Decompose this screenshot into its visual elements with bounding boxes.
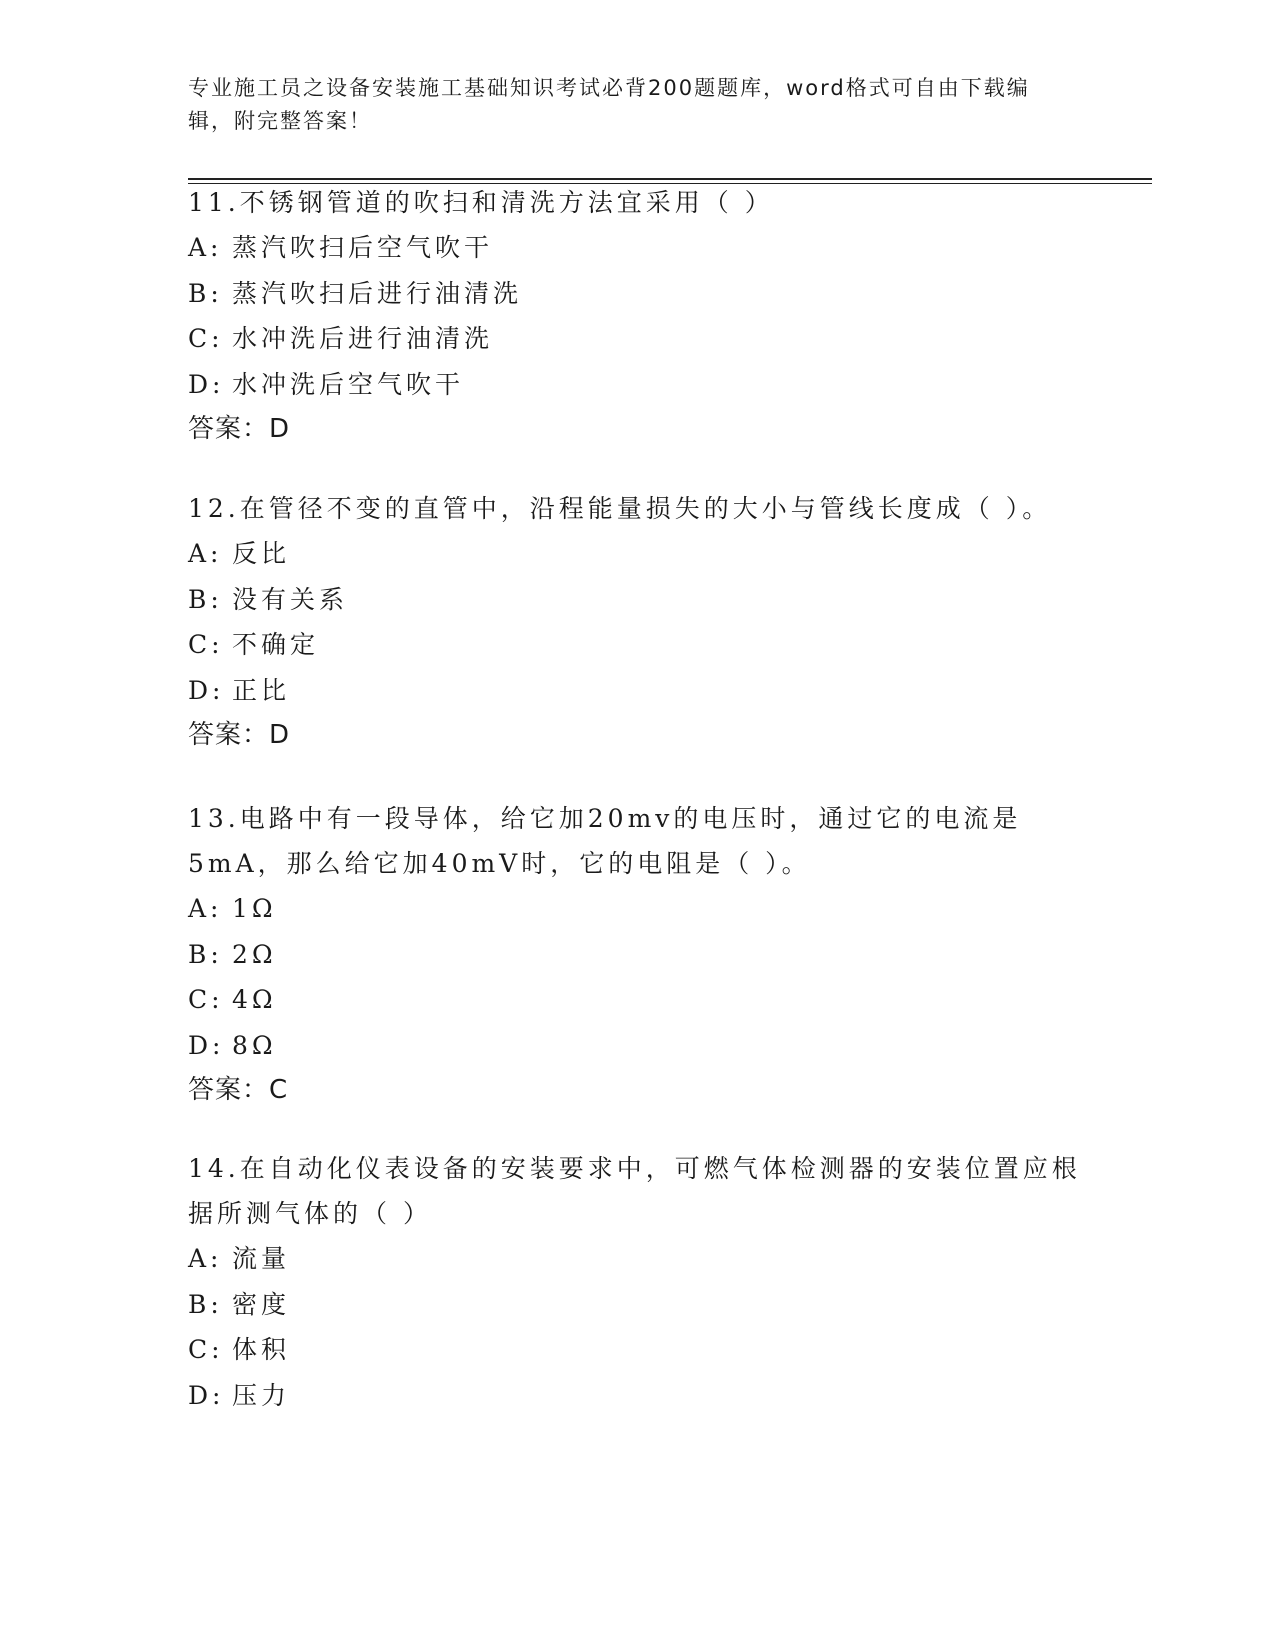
answer-line: 答案：D [188, 414, 291, 444]
option-text: 8Ω [232, 1030, 277, 1060]
option-text: 压力 [232, 1380, 291, 1410]
option-text: 流量 [232, 1244, 291, 1273]
option-letter: C: [188, 1335, 224, 1364]
option-letter: A: [188, 233, 223, 262]
option-a [188, 1236, 1088, 1282]
option-letter: D: [188, 1380, 225, 1410]
option-text: 蒸汽吹扫后进行油清洗 [232, 278, 523, 308]
option-c [188, 316, 1088, 362]
option-letter: A: [188, 1244, 223, 1273]
option-letter: B: [188, 1289, 223, 1319]
option-a [188, 531, 1088, 577]
option-a [188, 225, 1088, 271]
option-text: 没有关系 [232, 584, 349, 614]
option-text: 1Ω [232, 894, 277, 923]
option-letter: D: [188, 369, 225, 399]
option-d [188, 668, 1088, 714]
option-letter: B: [188, 584, 223, 614]
document-header-title: 专业施工员之设备安装施工基础知识考试必背200题题库，word格式可自由下载编辑，附完整答案！ [188, 76, 1030, 133]
option-text: 不确定 [232, 630, 320, 659]
option-b [188, 932, 1088, 978]
question-stem: 13.电路中有一段导体，给它加20mv的电压时，通过它的电流是5mA，那么给它加40mV时，它的电阻是（ ）。 [188, 804, 1022, 878]
option-b [188, 271, 1088, 317]
question-stem: 11.不锈钢管道的吹扫和清洗方法宜采用（ ） [188, 188, 774, 217]
option-text: 4Ω [232, 985, 277, 1014]
option-text: 蒸汽吹扫后空气吹干 [232, 233, 494, 262]
question-11 [188, 180, 1088, 452]
question-12 [188, 486, 1088, 758]
question-14 [188, 1146, 1088, 1418]
option-b [188, 1282, 1088, 1328]
option-letter: C: [188, 985, 224, 1014]
option-letter: C: [188, 630, 224, 659]
answer-line: 答案：D [188, 720, 291, 750]
option-text: 密度 [232, 1289, 291, 1319]
option-text: 体积 [232, 1335, 291, 1364]
option-text: 正比 [232, 675, 291, 705]
option-c [188, 977, 1088, 1023]
option-c [188, 622, 1088, 668]
option-d [188, 362, 1088, 408]
option-a [188, 886, 1088, 932]
option-letter: D: [188, 675, 225, 705]
option-c [188, 1327, 1088, 1373]
option-letter: A: [188, 539, 223, 568]
question-stem: 14.在自动化仪表设备的安装要求中，可燃气体检测器的安装位置应根据所测气体的（ ） [188, 1154, 1081, 1228]
option-text: 反比 [232, 539, 291, 568]
option-letter: D: [188, 1030, 225, 1060]
option-letter: C: [188, 324, 224, 353]
question-13 [188, 796, 1088, 1113]
option-d [188, 1373, 1088, 1419]
option-d [188, 1023, 1088, 1069]
option-text: 水冲洗后进行油清洗 [232, 324, 494, 353]
option-letter: B: [188, 278, 223, 308]
option-letter: A: [188, 894, 223, 923]
option-text: 2Ω [232, 939, 277, 969]
question-stem: 12.在管径不变的直管中，沿程能量损失的大小与管线长度成（ ）。 [188, 494, 1052, 523]
option-letter: B: [188, 939, 223, 969]
option-b [188, 577, 1088, 623]
option-text: 水冲洗后空气吹干 [232, 369, 465, 399]
answer-line: 答案：C [188, 1075, 289, 1105]
